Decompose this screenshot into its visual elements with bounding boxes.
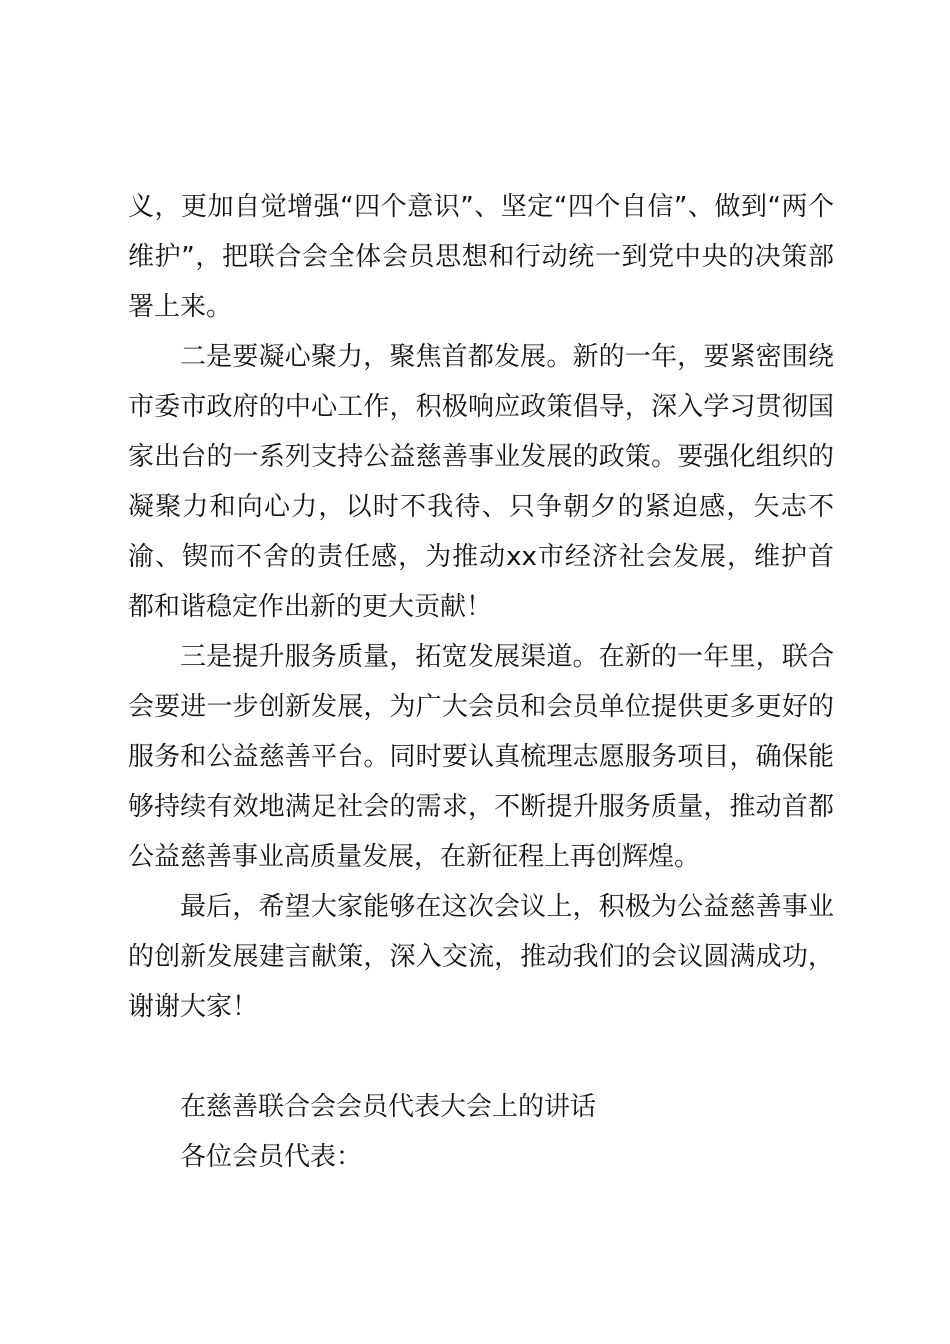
- section-gap: [128, 1032, 834, 1082]
- paragraph-point-three: 三是提升服务质量，拓宽发展渠道。在新的一年里，联合会要进一步创新发展，为广大会员和会员单位提供更多更好的服务和公益慈善平台。同时要认真梳理志愿服务项目，确保能够持续有效地满足社会的需求，不断提升服务质量，推动首都公益慈善事业高质量发展，在新征程上再创辉煌。: [128, 642, 834, 872]
- paragraph-continuation: 义，更加自觉增强“四个意识”、坚定“四个自信”、做到“两个维护”，把联合会全体会员思想和行动统一到党中央的决策部署上来。: [128, 192, 834, 322]
- paragraph-point-two: 二是要凝心聚力，聚焦首都发展。新的一年，要紧密围绕市委市政府的中心工作，积极响应政策倡导，深入学习贯彻国家出台的一系列支持公益慈善事业发展的政策。要强化组织的凝聚力和向心力，以时不我待、只争朝夕的紧迫感，矢志不渝、锲而不舍的责任感，为推动xx市经济社会发展，维护首都和谐稳定作出新的更大贡献！: [128, 342, 834, 622]
- document-page: [128, 182, 834, 1182]
- section-title: 在慈善联合会会员代表大会上的讲话: [180, 1092, 597, 1122]
- salutation: 各位会员代表：: [180, 1142, 363, 1172]
- paragraph-closing: 最后，希望大家能够在这次会议上，积极为公益慈善事业的创新发展建言献策，深入交流，推动我们的会议圆满成功，谢谢大家！: [128, 892, 834, 1022]
